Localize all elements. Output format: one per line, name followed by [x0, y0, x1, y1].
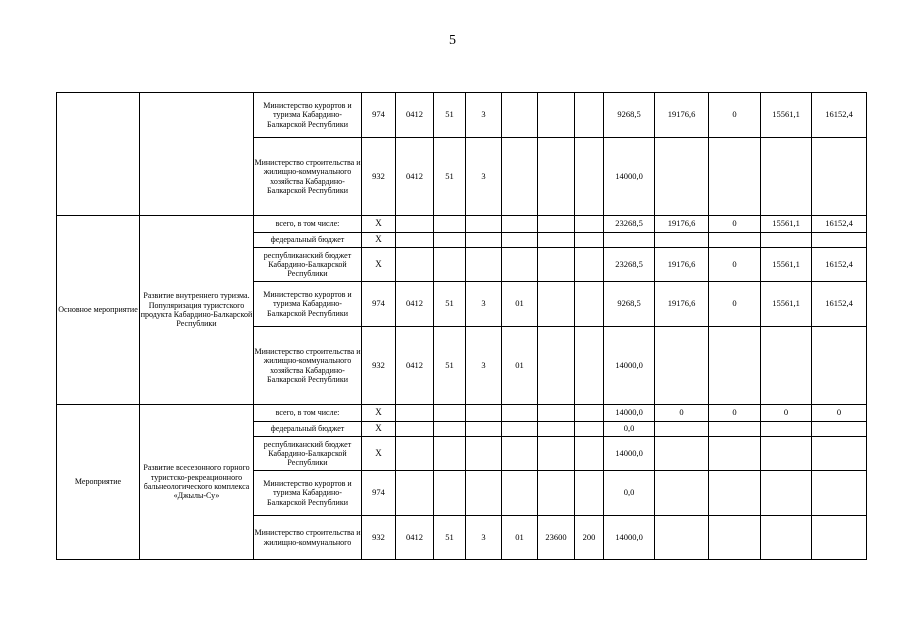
org-cell: Министерство курортов и туризма Кабардино-Балкарской Республики — [254, 471, 362, 516]
table-row: Мероприятие Развитие всесезонного горного туристско-рекреационного бальнеологического комплекса «Джылы-Су» всего, в том числе: X 14000,0 0 0 0 0 — [57, 405, 867, 422]
table-row: Министерство строительства и жилищно-коммунального 932 0412 51 3 01 23600 200 14000,0 — [57, 516, 867, 560]
table-row: республиканский бюджет Кабардино-Балкарской Республики X 14000,0 — [57, 437, 867, 471]
org-cell: Министерство строительства и жилищно-коммунального хозяйства Кабардино-Балкарской Республики — [254, 138, 362, 216]
table-row: Министерство курортов и туризма Кабардино-Балкарской Республики 974 0412 51 3 9268,5 19176,6 0 15561,1 16152,4 — [57, 93, 867, 138]
table-row: Основное мероприятие Развитие внутреннего туризма. Популяризация туристского продукта Кабардино-Балкарской Республики всего, в том числе: X 23268,5 19176,6 0 15561,1 16152,4 — [57, 216, 867, 233]
table-row: республиканский бюджет Кабардино-Балкарской Республики X 23268,5 19176,6 0 15561,1 16152,4 — [57, 248, 867, 282]
table-row: Министерство курортов и туризма Кабардино-Балкарской Республики 974 0412 51 3 01 9268,5 19176,6 0 15561,1 16152,4 — [57, 282, 867, 327]
org-cell: Министерство строительства и жилищно-коммунального — [254, 516, 362, 560]
budget-table — [56, 92, 867, 560]
table-row: Министерство курортов и туризма Кабардино-Балкарской Республики 974 0,0 — [57, 471, 867, 516]
org-cell: Министерство курортов и туризма Кабардино-Балкарской Республики — [254, 93, 362, 138]
status-cell: Основное мероприятие — [57, 216, 140, 405]
table-row: федеральный бюджет X — [57, 233, 867, 248]
org-cell: Министерство строительства и жилищно-коммунального хозяйства Кабардино-Балкарской Республики — [254, 327, 362, 405]
table-row: федеральный бюджет X 0,0 — [57, 422, 867, 437]
table-row: Министерство строительства и жилищно-коммунального хозяйства Кабардино-Балкарской Республики 932 0412 51 3 14000,0 — [57, 138, 867, 216]
name-cell — [140, 93, 254, 216]
status-cell — [57, 93, 140, 216]
org-cell: Министерство курортов и туризма Кабардино-Балкарской Республики — [254, 282, 362, 327]
name-cell: Развитие внутреннего туризма. Популяризация туристского продукта Кабардино-Балкарской Республики — [140, 216, 254, 405]
table-row: Министерство строительства и жилищно-коммунального хозяйства Кабардино-Балкарской Республики 932 0412 51 3 01 14000,0 — [57, 327, 867, 405]
name-cell: Развитие всесезонного горного туристско-рекреационного бальнеологического комплекса «Джылы-Су» — [140, 405, 254, 560]
status-cell: Мероприятие — [57, 405, 140, 560]
page-number: 5 — [449, 33, 456, 48]
